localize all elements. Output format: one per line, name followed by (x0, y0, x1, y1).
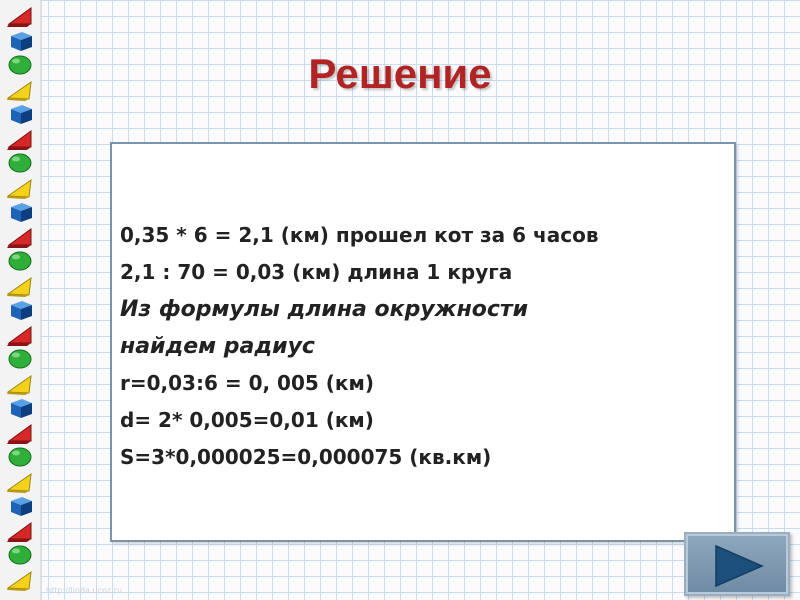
watermark: http://linda.ucoz.ru (46, 586, 123, 595)
next-slide-button[interactable] (684, 532, 790, 596)
yellow-triangle-icon (5, 568, 35, 592)
red-triangle-icon (5, 519, 35, 543)
calculation-line: 0,35 * 6 = 2,1 (км) прошел кот за 6 часов (120, 223, 599, 247)
blue-cube-icon (5, 200, 35, 224)
red-triangle-icon (5, 127, 35, 151)
red-triangle-icon (5, 323, 35, 347)
blue-cube-icon (5, 494, 35, 518)
green-ball-icon (5, 445, 35, 469)
yellow-triangle-icon (5, 274, 35, 298)
solution-box (110, 142, 736, 542)
green-ball-icon (5, 249, 35, 273)
explanation-line: Из формулы длина окружности (120, 297, 529, 322)
blue-cube-icon (5, 102, 35, 126)
green-ball-icon (5, 347, 35, 371)
blue-cube-icon (5, 298, 35, 322)
red-triangle-icon (5, 421, 35, 445)
solution-lines (120, 217, 599, 476)
yellow-triangle-icon (5, 176, 35, 200)
calculation-line: d= 2* 0,005=0,01 (км) (120, 408, 374, 432)
yellow-triangle-icon (5, 470, 35, 494)
yellow-triangle-icon (5, 372, 35, 396)
green-ball-icon (5, 543, 35, 567)
triangle-right-icon (714, 544, 764, 588)
explanation-line: найдем радиус (120, 334, 315, 359)
blue-cube-icon (5, 29, 35, 53)
calculation-line: 2,1 : 70 = 0,03 (км) длина 1 круга (120, 260, 513, 284)
red-triangle-icon (5, 225, 35, 249)
green-ball-icon (5, 151, 35, 175)
slide-title: Решение (308, 50, 492, 97)
calculation-line: r=0,03:6 = 0, 005 (км) (120, 371, 374, 395)
red-triangle-icon (5, 4, 35, 28)
calculation-line: S=3*0,000025=0,000075 (кв.км) (120, 445, 492, 469)
blue-cube-icon (5, 396, 35, 420)
